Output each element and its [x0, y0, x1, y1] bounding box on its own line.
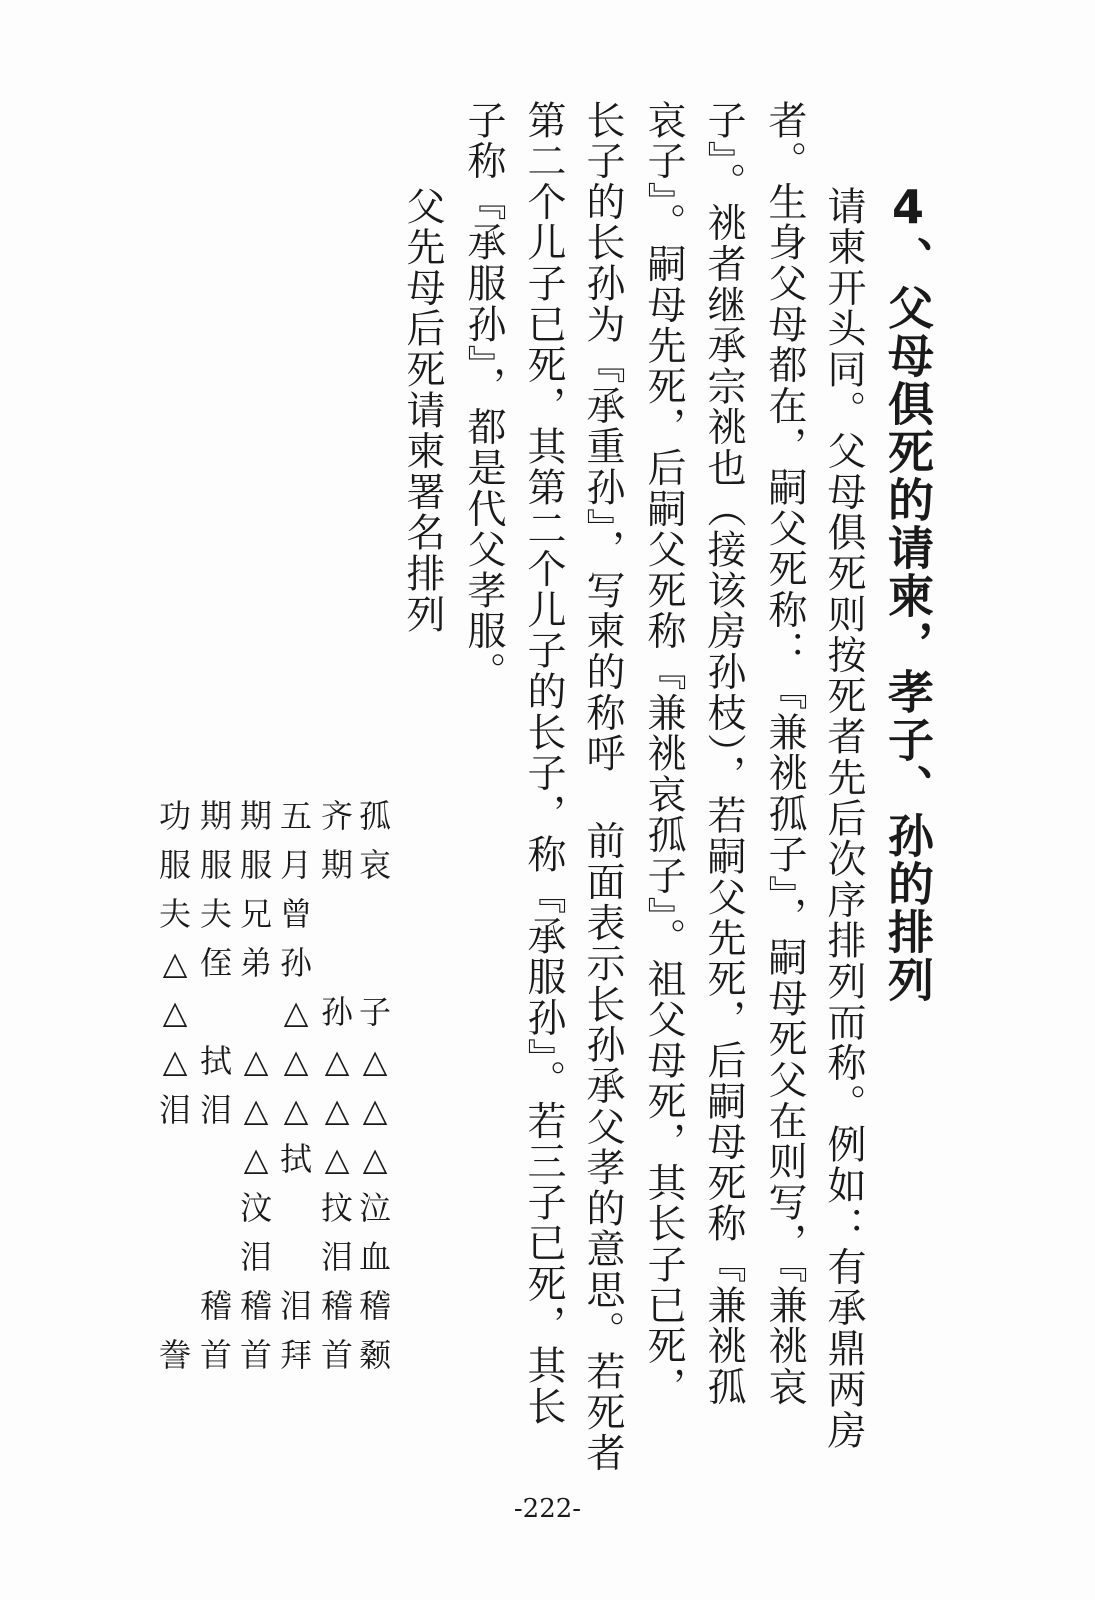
placeholder-triangle: △ [283, 993, 309, 1031]
signature-char: 期 [320, 846, 353, 884]
signature-char: 血 [358, 1238, 391, 1276]
signature-char: 兄 [239, 895, 272, 933]
signature-char: 泪 [320, 1238, 353, 1276]
paragraph-column-5: 长子的长孙为『承重孙』，写柬的称呼 前面表示长孙承父孝的意思。若死者 [580, 100, 625, 1474]
signature-char: 哀 [358, 846, 391, 884]
signature-char: 孤 [358, 797, 391, 835]
signature-char: 誊 [158, 1336, 191, 1374]
signature-char: 汶 [239, 1189, 272, 1227]
signature-char: 首 [239, 1336, 272, 1374]
signature-char: 泪 [199, 1091, 232, 1129]
signature-subheading: 父先母后死请柬署名排列 [400, 186, 445, 635]
page-number: -222- [513, 1494, 582, 1524]
paragraph-column-6: 第二个儿子已死，其第二个儿子的长子，称『承服孙』。若三子已死，其长 [521, 100, 566, 1427]
placeholder-triangle: △ [243, 1042, 269, 1080]
signature-char: 稽 [239, 1287, 272, 1325]
placeholder-triangle: △ [243, 1091, 269, 1129]
signature-char: 弟 [239, 944, 272, 982]
signature-char: 首 [320, 1336, 353, 1374]
paragraph-column-3: 子』。祧者继承宗祧也（接该房孙枝），若嗣父先死，后嗣母死称『兼祧孤 [701, 100, 746, 1408]
placeholder-triangle: △ [324, 1042, 350, 1080]
placeholder-triangle: △ [362, 1042, 388, 1080]
signature-char: 夫 [199, 895, 232, 933]
signature-char: 五 [279, 797, 312, 835]
signature-char: 月 [279, 846, 312, 884]
signature-char: 颡 [358, 1336, 391, 1374]
signature-char: 稽 [199, 1287, 232, 1325]
signature-char: 泪 [158, 1091, 191, 1129]
signature-char: 服 [239, 846, 272, 884]
placeholder-triangle: △ [324, 1091, 350, 1129]
paragraph-column-7: 子称『承服孙』，都是代父孝服。 [461, 100, 506, 693]
placeholder-triangle: △ [283, 1042, 309, 1080]
signature-char: 服 [158, 846, 191, 884]
signature-char: 子 [358, 993, 391, 1031]
paragraph-column-2: 者。生身父母都在，嗣父死称：『兼祧孤子』，嗣母死父在则写，『兼祧哀 [762, 100, 807, 1408]
placeholder-triangle: △ [324, 1140, 350, 1178]
signature-char: 夫 [158, 895, 191, 933]
signature-char: 齐 [320, 797, 353, 835]
signature-char: 功 [158, 797, 191, 835]
signature-char: 稽 [358, 1287, 391, 1325]
signature-char: 期 [199, 797, 232, 835]
signature-char: 孙 [279, 944, 312, 982]
signature-char: 拜 [279, 1336, 312, 1374]
placeholder-triangle: △ [283, 1091, 309, 1129]
signature-char: 拭 [199, 1042, 232, 1080]
signature-char: 曾 [279, 895, 312, 933]
signature-char: 稽 [320, 1287, 353, 1325]
signature-char: 侄 [199, 944, 232, 982]
placeholder-triangle: △ [162, 1042, 188, 1080]
section-heading: 4、父母俱死的请柬，孝子、孙的排列 [881, 180, 935, 1004]
signature-char: 期 [239, 797, 272, 835]
signature-char: 服 [199, 846, 232, 884]
placeholder-triangle: △ [243, 1140, 269, 1178]
signature-char: 孙 [320, 993, 353, 1031]
paragraph-column-4: 哀子』。嗣母先死，后嗣父死称『兼祧哀孤子』。祖父母死，其长子已死， [641, 100, 686, 1408]
signature-char: 泪 [239, 1238, 272, 1276]
placeholder-triangle: △ [162, 993, 188, 1031]
signature-char: 拭 [279, 1140, 312, 1178]
paragraph-column-1: 请柬开头同。父母俱死则按死者先后次序排列而称。例如：有承鼎两房 [821, 186, 866, 1451]
signature-char: 抆 [320, 1189, 353, 1227]
placeholder-triangle: △ [362, 1140, 388, 1178]
signature-char: 首 [199, 1336, 232, 1374]
signature-char: 泪 [279, 1287, 312, 1325]
placeholder-triangle: △ [162, 944, 188, 982]
placeholder-triangle: △ [362, 1091, 388, 1129]
signature-char: 泣 [358, 1189, 391, 1227]
